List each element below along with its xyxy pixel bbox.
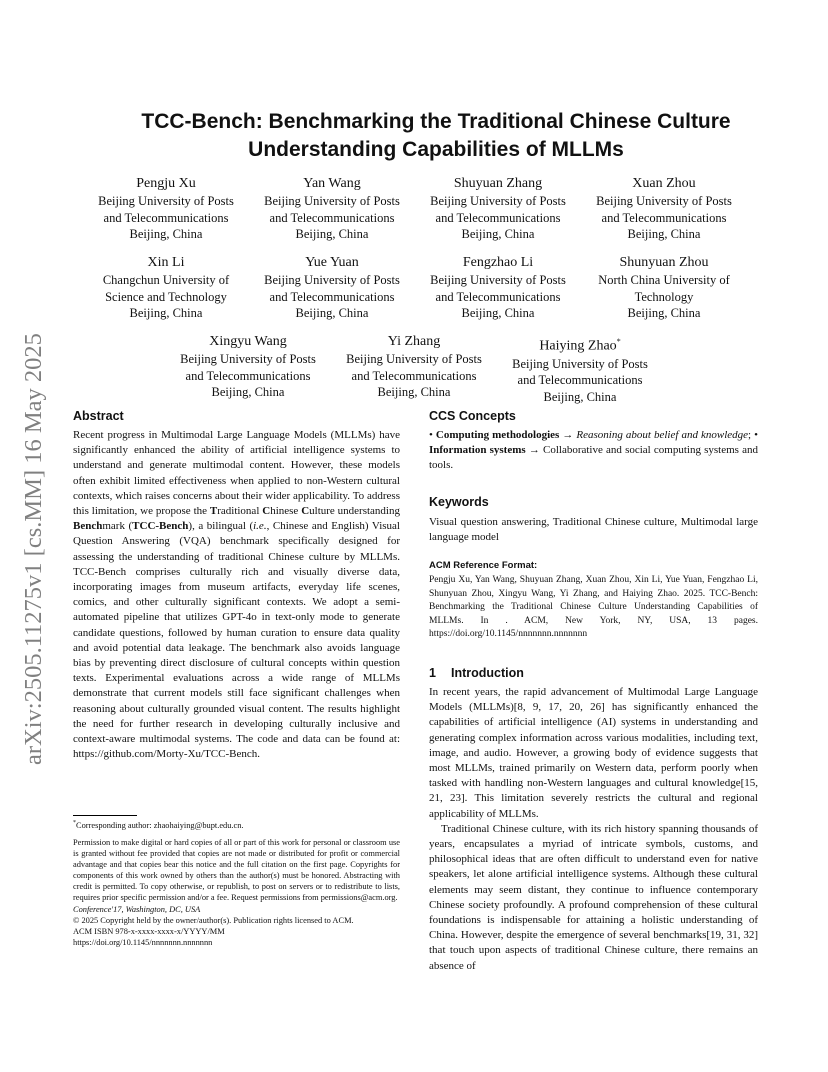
author-block (418, 175, 578, 243)
corresponding-author-mark: * (616, 337, 621, 346)
author-block (168, 333, 328, 401)
author-affiliation: North China University of (598, 273, 730, 287)
author-affiliation: and Telecommunications (351, 368, 477, 383)
keywords-heading: Keywords (429, 494, 489, 509)
author-location: Beijing, China (129, 227, 203, 241)
author-location: Beijing, China (461, 306, 535, 320)
ccs-arrow: → (525, 444, 543, 457)
author-location: Beijing, China (461, 227, 535, 241)
title-line-2: Understanding Capabilities of MLLMs (248, 138, 624, 161)
author-block (584, 254, 744, 322)
author-name: Xingyu Wang (209, 334, 287, 349)
section-title: Introduction (451, 665, 524, 680)
author-affiliation: and Telecommunications (269, 210, 395, 225)
benchmark-name: TCC-Bench (132, 520, 189, 533)
author-affiliation: Technology (634, 289, 694, 304)
right-column (429, 407, 758, 974)
conference-line: Conference'17, Washington, DC, USA (73, 904, 201, 914)
ccs-text (429, 428, 758, 474)
author-affiliation: and Telecommunications (601, 210, 727, 225)
acronym-word: Bench (73, 520, 103, 533)
author-name: Pengju Xu (136, 176, 196, 191)
ccs-arrow: → (559, 429, 577, 441)
author-affiliation: Beijing University of Posts (98, 194, 234, 208)
doi-line: https://doi.org/10.1145/nnnnnnn.nnnnnnn (73, 937, 213, 947)
intro-paragraph-2: Traditional Chinese culture, with its rich history spanning thousands of years, encapsulates a myriad of intricate symbols, customs, and philosophical ideas that are often difficult to understand even for native speakers, let alone artificial intelligence systems. Although these cultural elements may seem distant, they continue to influence contemporary Chinese society profoundly. A profound comprehension of these cultural foundations is indispensable for attaining a holistic understanding of China. However, despite the emergence of several benchmarks[19, 31, 32] that touch upon aspects of traditional Chinese culture, there remains an absence of (429, 822, 758, 972)
author-block (584, 175, 744, 243)
abstract-text-part: , Chinese and English) Visual Question Answering (VQA) benchmark specifically designed for assessing the understanding of traditional Chinese culture by MLLMs. TCC-Bench comprises culturally rich and visually diverse data, incorporating images from museum artifacts, everyday life scenes, comics, and other culturally significant contexts. We adopt a semi-automated pipeline that utilizes GPT-4o in text-only mode to generate candidate questions, followed by human curation to ensure data quality and avoid potential data leakage. The benchmark also avoids language bias by preventing direct disclosure of cultural concepts within question texts. Experimental evaluations across a wide range of MLLMs demonstrate that current models still face significant challenges when reasoning about culturally grounded visual content. The results highlight the need for further research in developing culturally inclusive and context-aware multimodal systems. The code and data can be found at: https://github.com/Morty-Xu/TCC-Bench. (73, 520, 400, 761)
author-location: Beijing, China (377, 385, 451, 399)
author-block (252, 254, 412, 322)
ccs-desc: Reasoning about belief and knowledge (576, 429, 749, 441)
author-location: Beijing, China (129, 306, 203, 320)
author-location: Beijing, China (295, 227, 369, 241)
isbn-line: ACM ISBN 978-x-xxxx-xxxx-x/YYYY/MM (73, 926, 225, 936)
author-name: Xuan Zhou (632, 176, 696, 191)
author-affiliation: Beijing University of Posts (264, 273, 400, 287)
author-affiliation: Changchun University of (102, 273, 230, 287)
footnote (73, 818, 400, 831)
author-affiliation: and Telecommunications (103, 210, 229, 225)
author-affiliation: Beijing University of Posts (264, 194, 400, 208)
author-affiliation: Beijing University of Posts (596, 194, 732, 208)
footnote-mark: * (73, 820, 76, 826)
ccs-term: Computing methodologies (435, 429, 560, 441)
ccs-heading: CCS Concepts (429, 409, 516, 423)
ccs-bullet: • (754, 429, 758, 441)
author-location: Beijing, China (627, 227, 701, 241)
ccs-desc: Collaborative and social computing systems and tools. (429, 444, 759, 472)
author-affiliation: Science and Technology (105, 289, 227, 304)
left-column (73, 407, 400, 762)
acronym-letter: T (209, 505, 218, 518)
footnote-rule (73, 815, 137, 816)
keywords-text: Visual question answering, Traditional Chinese culture, Multimodal large language model (429, 515, 758, 543)
author-name: Fengzhao Li (462, 255, 534, 270)
abstract-text-part: ulture understanding (309, 505, 400, 518)
paper-title (70, 108, 802, 164)
author-block (500, 333, 660, 405)
author-location: Beijing, China (211, 385, 285, 399)
ccs-bullet: • (429, 429, 436, 441)
abstract-text-part: Recent progress in Multimodal Large Language Models (MLLMs) have significantly enhanced the ability of artificial intelligence systems to understand and generate multimodal content. However, these models often exhibit limited effectiveness when applied to non-Western cultural contexts, which raises concerns about their wider applicability. To address this limitation, we propose the (73, 429, 400, 518)
author-name: Yi Zhang (387, 334, 441, 349)
author-location: Beijing, China (295, 306, 369, 320)
ccs-separator: ; (748, 429, 755, 441)
ccs-term: Information systems (429, 444, 526, 457)
author-affiliation: Beijing University of Posts (346, 352, 482, 366)
acm-ref-text: Pengju Xu, Yan Wang, Shuyuan Zhang, Xuan Zhou, Xin Li, Yue Yuan, Fengzhao Li, Shunyuan Zhou, Xingyu Wang, Yi Zhang, and Haiying Zhao. 2025. TCC-Bench: Benchmarking the Traditional Chinese Culture Understanding Capabilities of MLLMs. In . ACM, New York, NY, USA, 13 pages. https://doi.org/10.1145/nnnnnnn.nnnnnnn (429, 575, 758, 640)
author-name: Yan Wang (303, 176, 361, 191)
author-affiliation: and Telecommunications (185, 368, 311, 383)
author-block (86, 175, 246, 243)
author-affiliation: Beijing University of Posts (180, 352, 316, 366)
abstract-text-italic: i.e. (253, 520, 267, 533)
intro-heading (429, 664, 758, 682)
abstract-text-part: mark ( (102, 520, 133, 533)
author-affiliation: Beijing University of Posts (512, 356, 648, 371)
author-name: Yue Yuan (305, 255, 359, 270)
intro-paragraph-1: In recent years, the rapid advancement of Multimodal Large Language Models (MLLMs)[8, 9, 17, 20, 26] has significantly enhanced the capabilities of artificial intelligence (AI) systems in understanding and generating complex information across various modalities, including text, image, and audio. However, a growing body of evidence suggests that most MLLMs, trained primarily on Western data, perform poorly when tasked with handling non-Western languages and cultural knowledge[15, 21, 23]. This limitation severely restricts the cultural and regional applicability of MLLMs. (429, 685, 758, 820)
arxiv-identifier (14, 265, 58, 765)
author-location: Beijing, China (627, 306, 701, 320)
permissions-block (73, 837, 400, 948)
footnote-text: Corresponding author: zhaohaiying@bupt.edu.cn. (76, 820, 244, 830)
author-affiliation: and Telecommunications (269, 289, 395, 304)
author-affiliation: and Telecommunications (517, 373, 643, 388)
abstract-heading: Abstract (73, 409, 124, 423)
author-affiliation: Beijing University of Posts (430, 194, 566, 208)
author-location: Beijing, China (543, 389, 617, 404)
section-number: 1 (429, 665, 436, 680)
author-affiliation: Beijing University of Posts (430, 273, 566, 287)
acronym-letter: C (262, 505, 271, 518)
copyright-line: © 2025 Copyright held by the owner/author(s). Publication rights licensed to ACM. (73, 915, 354, 925)
author-name: Shuyuan Zhang (453, 176, 543, 191)
abstract-text (73, 428, 400, 762)
author-name (500, 333, 660, 356)
abstract-text-part: ), a bilingual ( (188, 520, 254, 533)
author-affiliation: and Telecommunications (435, 289, 561, 304)
author-name: Shunyuan Zhou (619, 255, 709, 270)
author-block (334, 333, 494, 401)
author-name-text: Haiying Zhao (539, 338, 617, 354)
arxiv-identifier-text: arXiv:2505.11275v1 [cs.MM] 16 May 2025 (20, 333, 47, 765)
author-name: Xin Li (147, 255, 185, 270)
acm-ref-heading: ACM Reference Format: (429, 560, 538, 572)
abstract-text-part: raditional (217, 505, 263, 518)
abstract-text-part: hinese (270, 505, 302, 518)
acronym-letter: C (301, 505, 310, 518)
permissions-text: Permission to make digital or hard copies of all or part of this work for personal or classroom use is granted without fee provided that copies are not made or distributed for profit or commercial advantage and that copies bear this notice and the full citation on the first page. Copyrights for components of this work owned by others than the author(s) must be honored. Abstracting with credit is permitted. To copy otherwise, or republish, to post on servers or to redistribute to lists, requires prior specific permission and/or a fee. Request permissions from permissions@acm.org. (73, 838, 400, 903)
author-block (252, 175, 412, 243)
author-block (418, 254, 578, 322)
title-line-1: TCC-Bench: Benchmarking the Traditional Chinese Culture (141, 110, 731, 133)
author-block (86, 254, 246, 322)
author-affiliation: and Telecommunications (435, 210, 561, 225)
